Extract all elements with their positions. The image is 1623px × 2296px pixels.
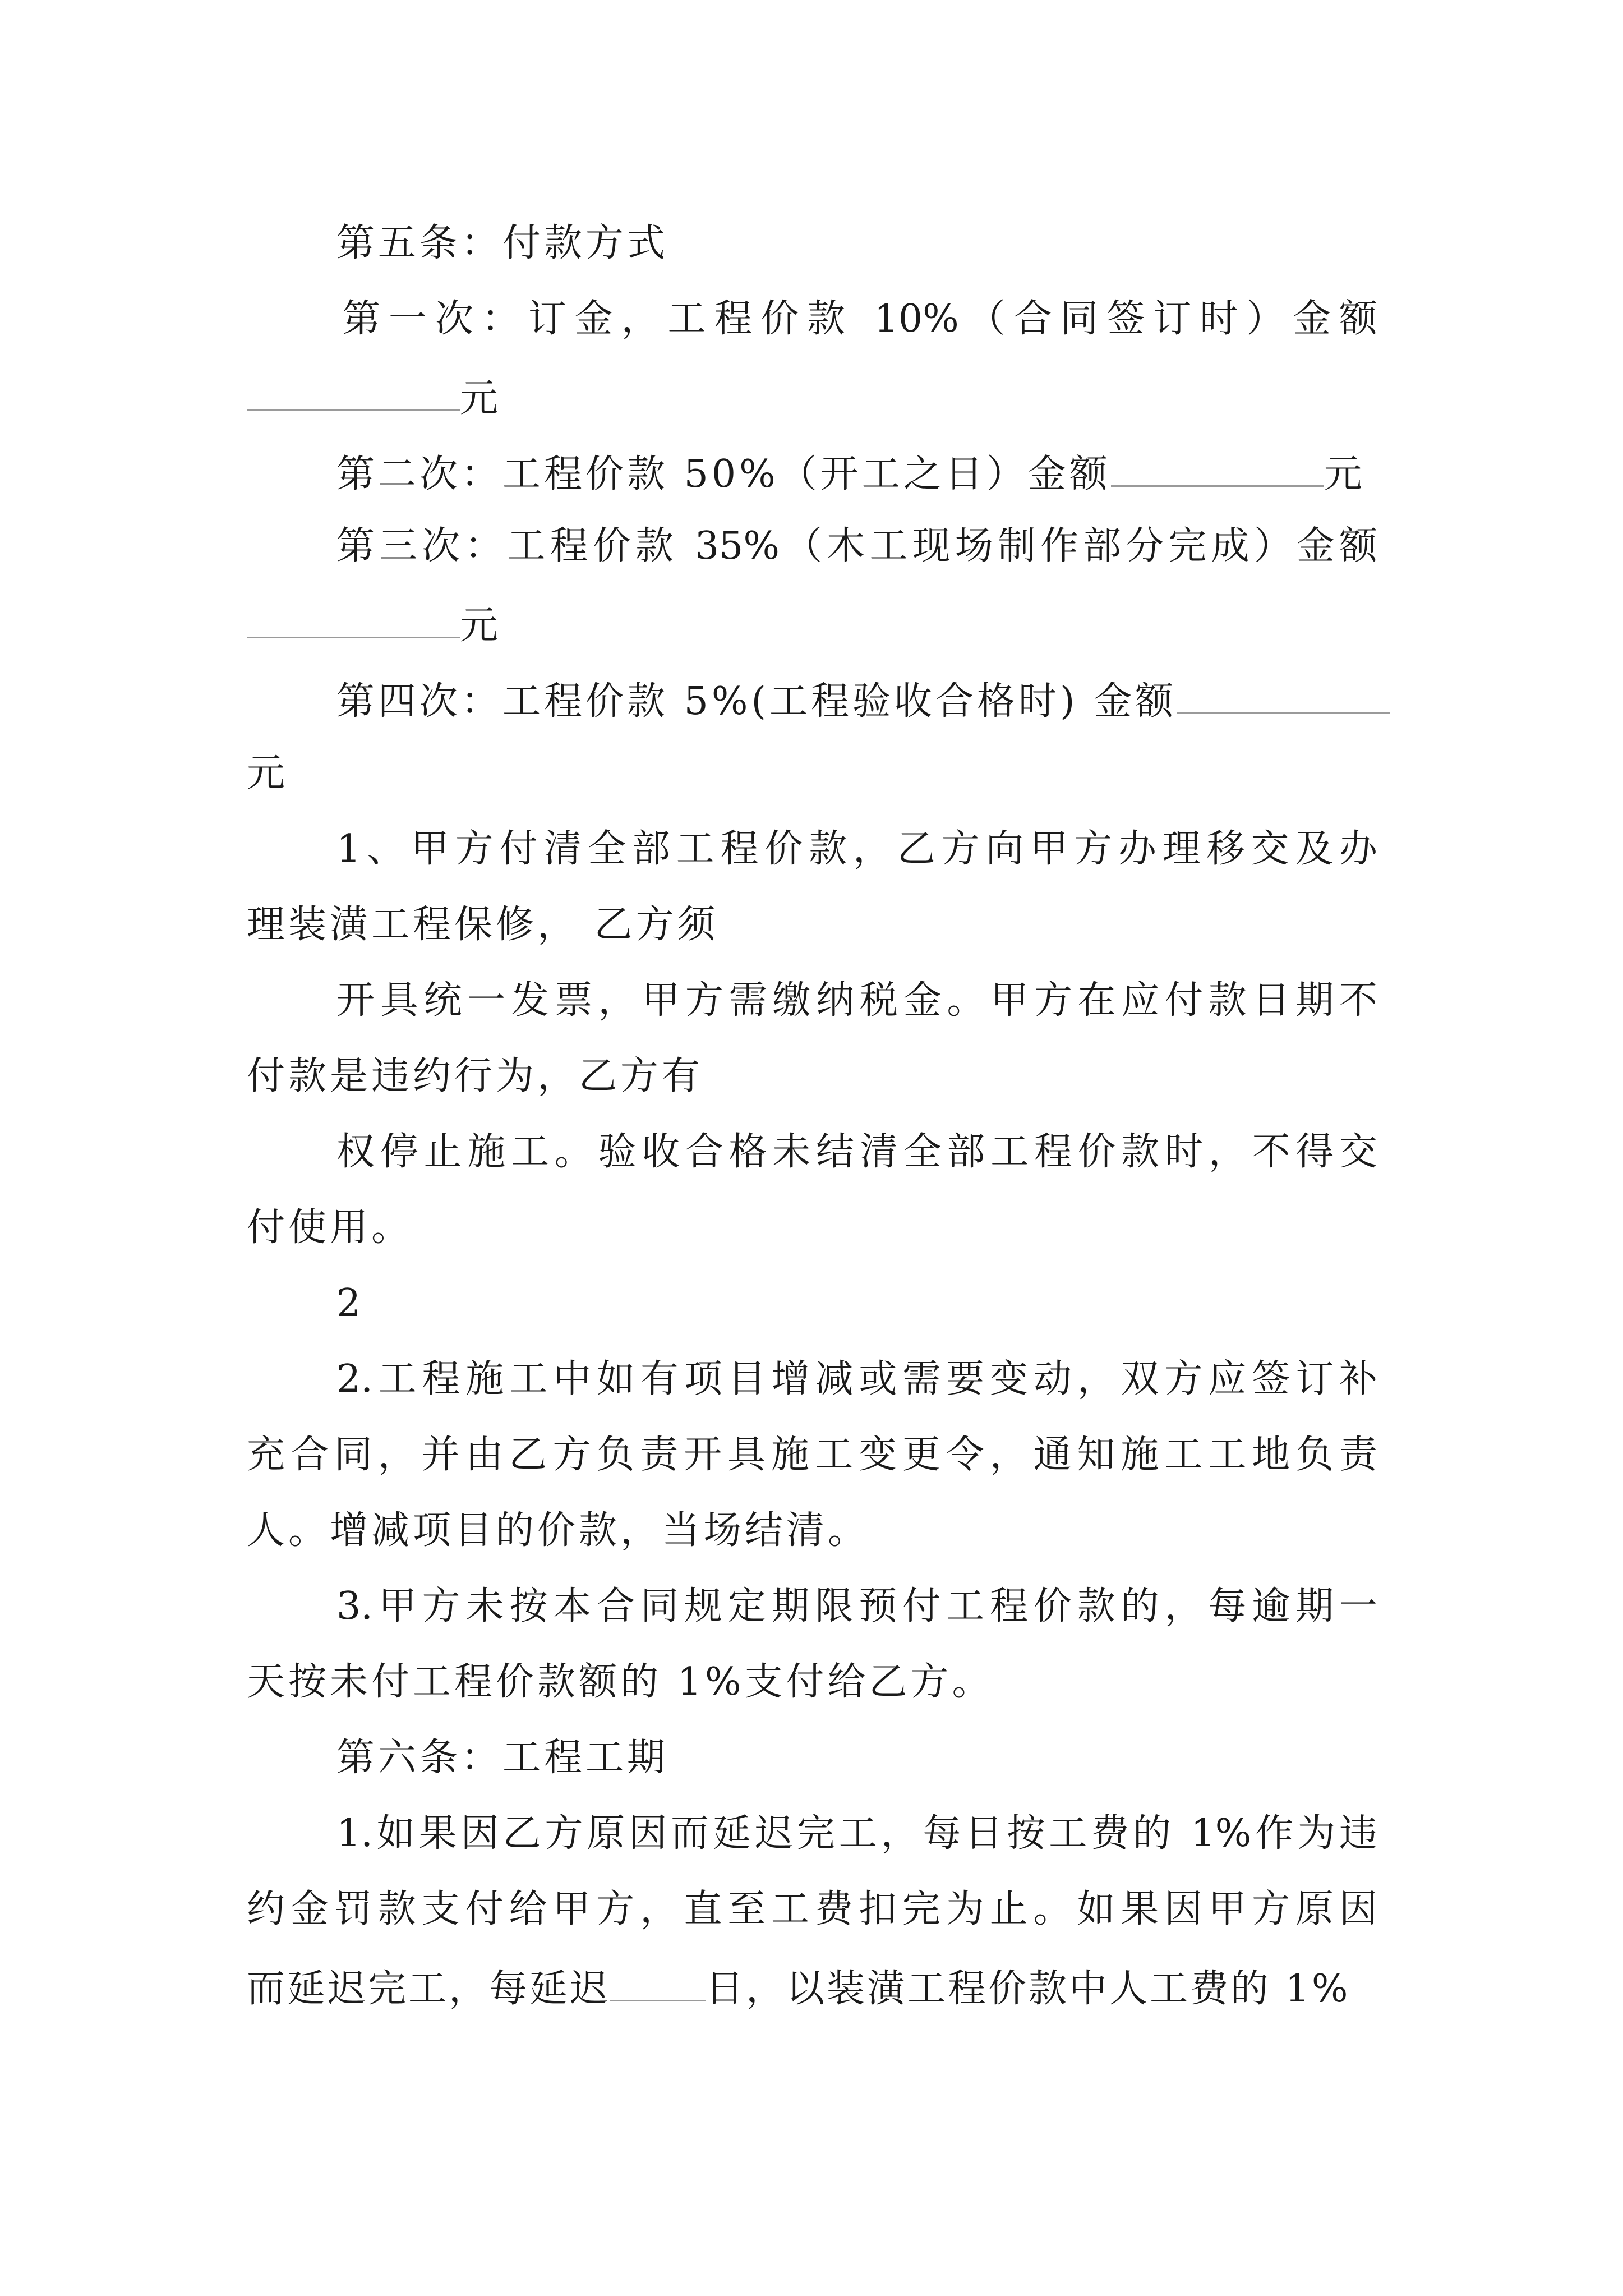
amount-blank[interactable] bbox=[247, 376, 460, 411]
page-number: 2 bbox=[336, 1281, 365, 1326]
payment-4-yuan: 元 bbox=[247, 751, 289, 795]
payment-4 bbox=[336, 679, 1390, 724]
payment-1-continuation bbox=[247, 376, 502, 421]
payment-1-text: 第一次：订金，工程价款 10%（合同签订时）金额 bbox=[342, 297, 1377, 341]
clause-2-line-2: 充合同，并由乙方负责开具施工变更令，通知施工工地负责 bbox=[247, 1433, 1377, 1477]
payment-3-text: 第三次：工程价款 35%（木工现场制作部分完成）金额 bbox=[336, 524, 1377, 568]
amount-blank[interactable] bbox=[1111, 452, 1324, 487]
yuan-label: 元 bbox=[460, 376, 502, 421]
clause-1-line-1: 1、甲方付清全部工程价款，乙方向甲方办理移交及办 bbox=[336, 827, 1377, 871]
schedule-clause-text-a: 而延迟完工，每延迟 bbox=[247, 1967, 611, 2011]
clause-1-line-5: 权停止施工。验收合格未结清全部工程价款时，不得交 bbox=[336, 1130, 1377, 1174]
yuan-label: 元 bbox=[1324, 452, 1366, 496]
schedule-clause-line-3 bbox=[247, 1966, 1402, 2011]
clause-2-line-1: 2.工程施工中如有项目增减或需要变动，双方应签订补 bbox=[336, 1357, 1377, 1401]
payment-4-text: 第四次：工程价款 5%(工程验收合格时) 金额 bbox=[336, 679, 1177, 724]
yuan-label: 元 bbox=[460, 604, 502, 648]
article-6-heading: 第六条：工程工期 bbox=[336, 1736, 669, 1780]
clause-1-line-3: 开具统一发票，甲方需缴纳税金。甲方在应付款日期不 bbox=[336, 978, 1377, 1023]
clause-3-line-1: 3.甲方未按本合同规定期限预付工程价款的，每逾期一 bbox=[336, 1584, 1377, 1628]
payment-3-continuation bbox=[247, 603, 502, 648]
clause-1-line-4: 付款是违约行为，乙方有 bbox=[247, 1054, 704, 1098]
payment-2-text: 第二次：工程价款 50%（开工之日）金额 bbox=[336, 452, 1111, 496]
amount-blank[interactable] bbox=[1177, 679, 1390, 714]
clause-3-line-2: 天按未付工程价款额的 1%支付给乙方。 bbox=[247, 1660, 994, 1704]
schedule-clause-line-2: 约金罚款支付给甲方，直至工费扣完为止。如果因甲方原因 bbox=[247, 1887, 1377, 1931]
article-5-heading: 第五条：付款方式 bbox=[336, 221, 669, 265]
clause-2-line-3: 人。增减项目的价款，当场结清。 bbox=[247, 1508, 870, 1553]
days-blank[interactable] bbox=[610, 1966, 706, 2001]
clause-1-line-6: 付使用。 bbox=[247, 1205, 413, 1250]
amount-blank[interactable] bbox=[247, 603, 460, 638]
payment-2 bbox=[336, 452, 1366, 494]
schedule-clause-line-1: 1.如果因乙方原因而延迟完工，每日按工费的 1%作为违 bbox=[336, 1811, 1377, 1856]
schedule-clause-text-b: 日，以装潢工程价款中人工费的 1% bbox=[706, 1967, 1350, 2011]
clause-1-line-2: 理装潢工程保修， 乙方须 bbox=[247, 903, 719, 947]
